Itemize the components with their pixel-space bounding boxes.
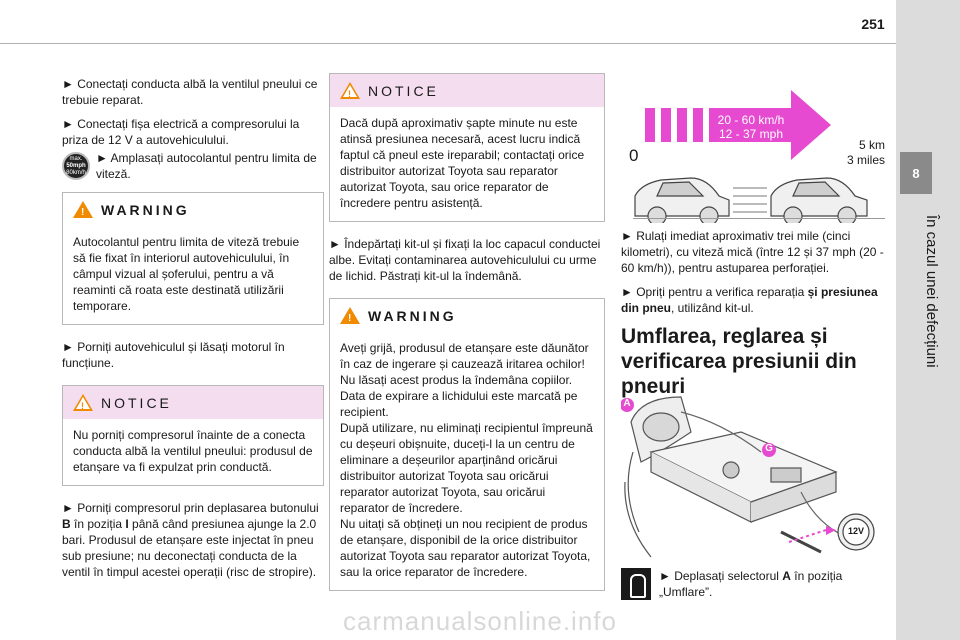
speed-range-label: 20 - 60 km/h 12 - 37 mph [711,112,791,142]
warning-text [330,332,604,590]
warning-title: WARNING [101,201,190,218]
column-middle [329,73,605,605]
warning-line: Nu lăsați acest produs la îndemâna copiilor. [340,373,573,387]
warning-text: Autocolantul pentru limita de viteză trebuie să fie fixat în interiorul autovehiculului, în câmpul vizual al șoferului, pentru a vă reaminti că roata este destinată utilizării temporare. [73,235,300,313]
hand-action-icon [621,568,651,600]
step-check-repair: ► Opriți pentru a verifica reparația și presiunea din pneu, utilizând kit-ul. [621,285,878,315]
speed-limit-sticker-icon: max. 50mph 80km/h [62,152,90,180]
section-heading: Umflarea, reglarea și verificarea presiunii din pneuri [621,325,857,398]
speed-distance-diagram [621,88,891,223]
step-drive-slowly: ► Rulați imediat aproximativ trei mile (cinci kilometri), cu viteză mică (între 12 și 37 mph (20 - 60 km/h)), pentru astuparea perforației. [621,229,884,275]
chapter-title: În cazul unei defecțiuni [923,215,940,368]
warning-title: WARNING [368,307,457,324]
notice-triangle-icon: ! [73,394,93,411]
step-start-compressor: ► Porniți compresorul prin deplasarea butonului B în poziția I până când presiunea ajunge la 2.0 bari. Produsul de etanșare este injectat în pneu sub presiune; nu deconectați conducta de la ventil în timpul acestei operații (risc de stropire). [62,501,319,579]
column-left [62,76,324,588]
warning-line: Aveți grijă, produsul de etanșare este dăunător în caz de ingerare și cauzează iritarea ochilor! [340,341,589,371]
warning-line: Data de expirare a lichidului este marcată pe recipient. [340,389,578,419]
notice-header [63,386,323,419]
warning-header [63,193,323,226]
step-selector-inflate [621,568,886,600]
target-distance-label: 5 km 3 miles [846,138,885,167]
callout-g-label: G [765,443,773,454]
step-connect-hose: ► Conectați conducta albă la ventilul pneului ce trebuie reparat. [62,77,318,107]
warning-line: Nu uitați să obțineți un nou recipient de produs de etanșare, disponibil de la orice distribuitor autorizat Toyota sau reparator autorizat Toyota, sau la orice reparator de încredere. [340,517,591,579]
column-right [621,228,886,413]
warning-triangle-icon: ! [340,307,360,324]
step-selector-text: ► Deplasați selectorul A în poziția „Umflare”. [659,569,843,599]
notice-box-pressure [329,73,605,222]
warning-box-sealant [329,298,605,591]
warning-box-sticker [62,192,324,325]
step-place-sticker: ► Amplasați autocolantul pentru limita de viteză. [96,151,317,181]
road-line [633,218,885,219]
notice-title: NOTICE [368,82,439,99]
notice-header [330,74,604,107]
step-connect-plug: ► Conectați fișa electrică a compresorului la priza de 12 V a autovehiculului. [62,117,300,147]
notice-text: Nu porniți compresorul înainte de a conecta conducta albă la ventilul pneului: produsul de etanșare va fi expulzat prin conductă. [73,428,313,474]
repair-kit-illustration [621,392,886,567]
header-rule [0,43,896,44]
chapter-number-badge[interactable]: 8 [900,152,932,194]
notice-triangle-icon: ! [340,82,360,99]
notice-title: NOTICE [101,394,172,411]
warning-triangle-icon: ! [73,201,93,218]
watermark: carmanualsonline.info [343,605,617,636]
step-start-engine: ► Porniți autovehiculul și lăsați motorul în funcțiune. [62,340,285,370]
callout-a-label: A [623,398,631,409]
notice-text: Dacă după aproximativ șapte minute nu este atinsă presiunea necesară, acest lucru indică faptul că pneul este ireparabil; contactați orice distribuitor autorizat Toyota sau reparator autorizat Toyota, sau orice reparator de încredere pentru asistență. [340,116,585,210]
page-number: 251 [861,16,885,32]
warning-header [330,299,604,332]
warning-line: După utilizare, nu eliminați recipientul împreună cu deșeuri obișnuite, duceți-l la un centru de eliminare a deșeurilor aparținând oricărui distribuitor autorizat Toyota sau oricărui reparator autorizat Toyota, sau oricărui reparator de încredere. [340,421,593,515]
socket-12v-label: 12V [847,526,864,536]
notice-box-compressor [62,385,324,486]
start-distance-label: 0 [629,146,639,165]
step-remove-kit: ► Îndepărtați kit-ul și fixați la loc capacul conductei albe. Evitați contaminarea autovehiculului cu urme de lichid. Păstrați kit-ul la îndemână. [329,237,601,283]
